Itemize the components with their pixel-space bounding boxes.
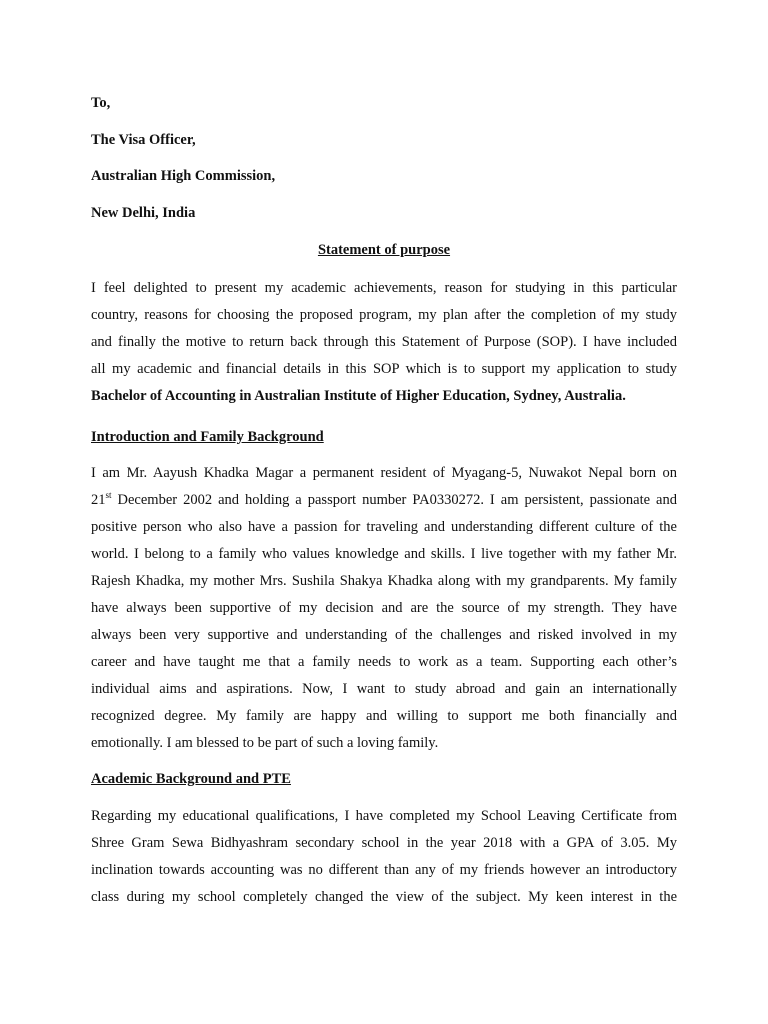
intro-line: all my academic and financial details in this SOP which is to support my application to study	[91, 361, 677, 377]
family-line: I am Mr. Aayush Khadka Magar a permanent resident of Myagang-5, Nuwakot Nepal born on	[91, 465, 677, 481]
birth-day-suffix: st	[105, 490, 112, 501]
recipient-organization: Australian High Commission,	[91, 168, 276, 184]
birth-day: 21	[91, 492, 106, 508]
family-line: emotionally. I am blessed to be part of such a loving family.	[91, 735, 439, 751]
academic-line: class during my school completely changed the view of the subject. My keen interest in the	[91, 889, 677, 905]
recipient-location: New Delhi, India	[91, 205, 196, 221]
section-heading-family: Introduction and Family Background	[91, 429, 324, 445]
intro-paragraph	[91, 275, 677, 410]
family-line-dob	[91, 487, 677, 514]
family-line: have always been supportive of my decision and are the source of my strength. They have	[91, 600, 677, 616]
family-line: positive person who also have a passion for traveling and understanding different culture of the	[91, 519, 677, 535]
program-name: Bachelor of Accounting in Australian Institute of Higher Education, Sydney, Australia.	[91, 388, 626, 404]
academic-line: inclination towards accounting was no different than any of my friends however an introductory	[91, 862, 677, 878]
family-line: world. I belong to a family who values knowledge and skills. I live together with my father Mr.	[91, 546, 677, 562]
document-title: Statement of purpose	[317, 242, 451, 258]
family-line: Rajesh Khadka, my mother Mrs. Sushila Shakya Khadka along with my grandparents. My family	[91, 573, 677, 589]
academic-line: Shree Gram Sewa Bidhyashram secondary school in the year 2018 with a GPA of 3.05. My	[91, 835, 677, 851]
intro-line: and finally the motive to return back through this Statement of Purpose (SOP). I have included	[91, 334, 677, 350]
recipient-title: The Visa Officer,	[91, 132, 196, 148]
family-line: recognized degree. My family are happy and willing to support me both financially and	[91, 708, 677, 724]
family-line: individual aims and aspirations. Now, I want to study abroad and gain an internationally	[91, 681, 677, 697]
intro-line: country, reasons for choosing the proposed program, my plan after the completion of my study	[91, 307, 677, 323]
family-line: always been very supportive and understanding of the challenges and risked involved in my	[91, 627, 677, 643]
academic-line: Regarding my educational qualifications, I have completed my School Leaving Certificate from	[91, 808, 677, 824]
intro-line: I feel delighted to present my academic achievements, reason for studying in this particular	[91, 280, 677, 296]
section-heading-academic: Academic Background and PTE	[91, 771, 291, 787]
dob-rest: December 2002 and holding a passport number PA0330272. I am persistent, passionate and	[111, 492, 677, 508]
family-line: career and have taught me that a family needs to work as a team. Supporting each other’s	[91, 654, 677, 670]
academic-paragraph	[91, 803, 677, 911]
family-paragraph	[91, 460, 677, 757]
salutation-to: To,	[91, 95, 111, 111]
